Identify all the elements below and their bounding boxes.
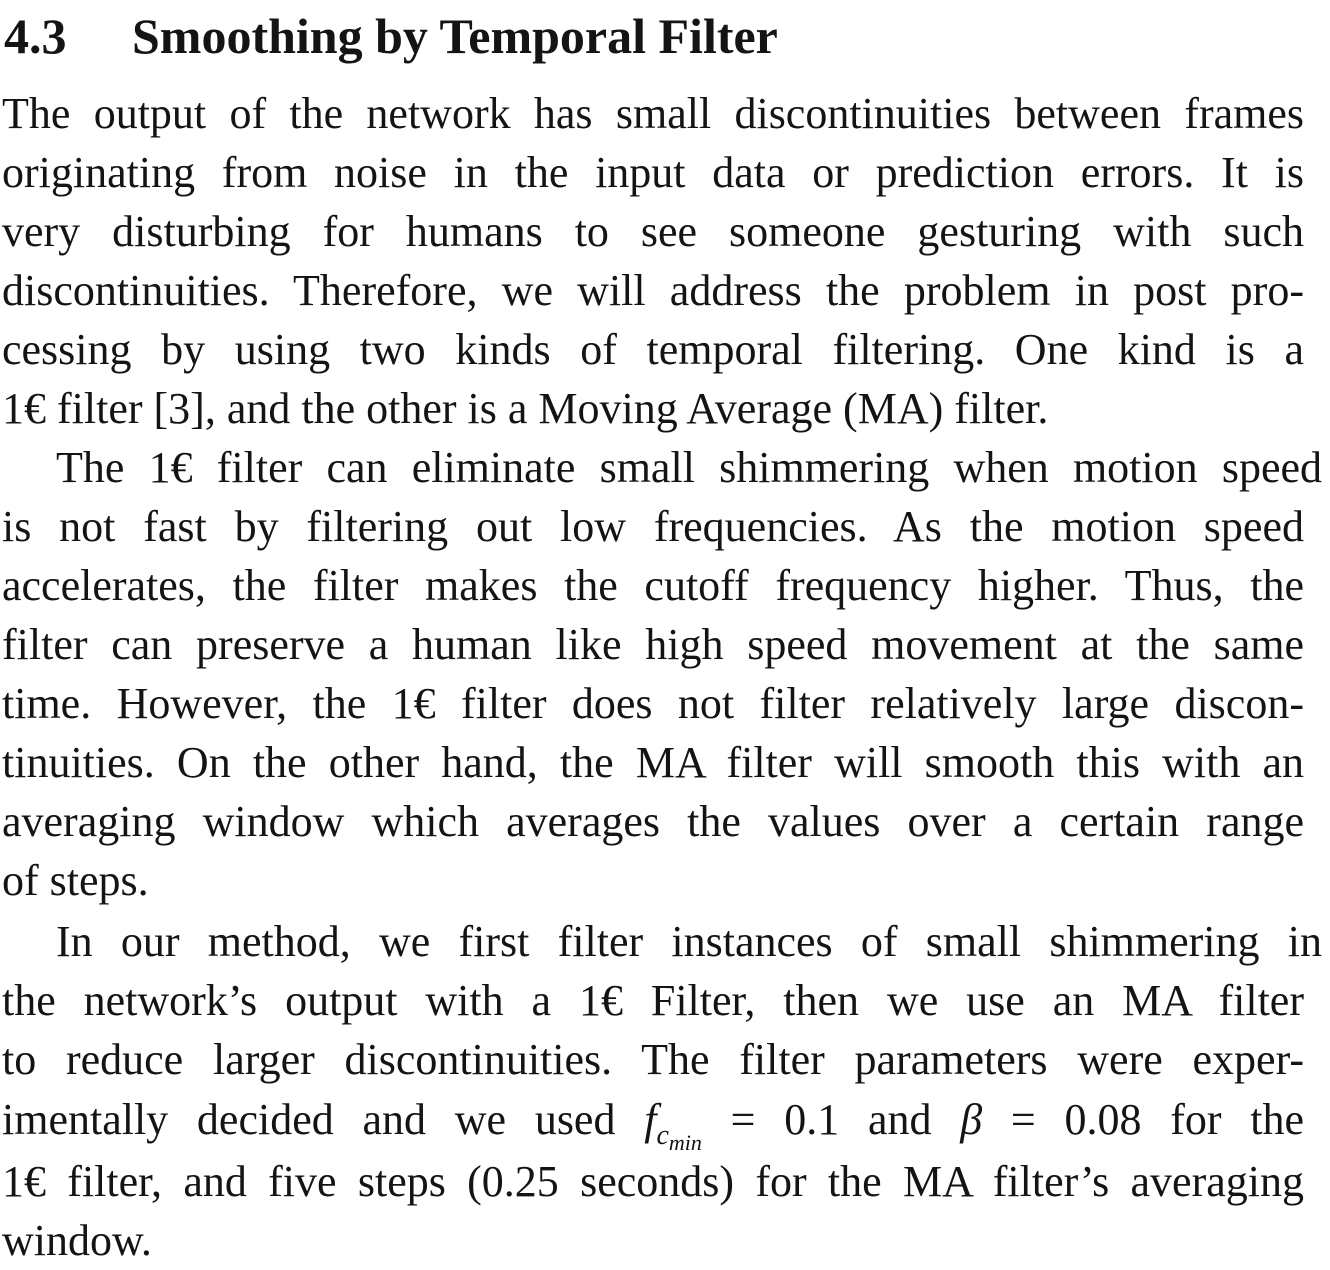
- text-line: averaging window which averages the values over a certain range: [2, 797, 1304, 846]
- text-line: is not fast by filtering out low frequencies. As the motion speed: [2, 502, 1304, 551]
- text-line: accelerates, the filter makes the cutoff frequency higher. Thus, the: [2, 561, 1304, 610]
- text-line: tinuities. On the other hand, the MA filter will smooth this with an: [2, 738, 1304, 787]
- section-heading: [4, 4, 778, 68]
- text-line: originating from noise in the input data or prediction errors. It is: [2, 148, 1304, 197]
- text-line: In our method, we first filter instances of small shimmering in: [56, 917, 1322, 966]
- equation-line-text: imentally decided and we used: [2, 1095, 616, 1144]
- section-number: 4.3: [4, 8, 67, 64]
- f-c-min-symbol: $f_{c_{min}}$: [644, 1095, 702, 1155]
- equation-line: [2, 1090, 1305, 1155]
- text-line: 1€ filter, and five steps (0.25 seconds) for the MA filter’s averaging: [2, 1157, 1304, 1206]
- text-line: of steps.: [2, 856, 149, 905]
- text-line: filter can preserve a human like high speed movement at the same: [2, 620, 1304, 669]
- section-title: Smoothing by Temporal Filter: [132, 8, 778, 64]
- text-line: very disturbing for humans to see someone gesturing with such: [2, 207, 1304, 256]
- text-line: the network’s output with a 1€ Filter, then we use an MA filter: [2, 976, 1304, 1025]
- beta-symbol: β: [960, 1095, 983, 1144]
- text-line: 1€ filter [3], and the other is a Moving Average (MA) filter.: [2, 384, 1049, 433]
- text-line: window.: [2, 1216, 152, 1265]
- text-line: to reduce larger discontinuities. The filter parameters were exper-: [2, 1035, 1304, 1084]
- text-line: The 1€ filter can eliminate small shimmering when motion speed: [56, 443, 1322, 492]
- equation-text: = 0.1 and: [730, 1095, 932, 1144]
- text-line: discontinuities. Therefore, we will address the problem in post pro-: [2, 266, 1304, 315]
- text-line: time. However, the 1€ filter does not filter relatively large discon-: [2, 679, 1304, 728]
- text-line: cessing by using two kinds of temporal filtering. One kind is a: [2, 325, 1304, 374]
- equation-text: = 0.08 for the: [1010, 1095, 1305, 1144]
- text-line: The output of the network has small discontinuities between frames: [2, 89, 1304, 138]
